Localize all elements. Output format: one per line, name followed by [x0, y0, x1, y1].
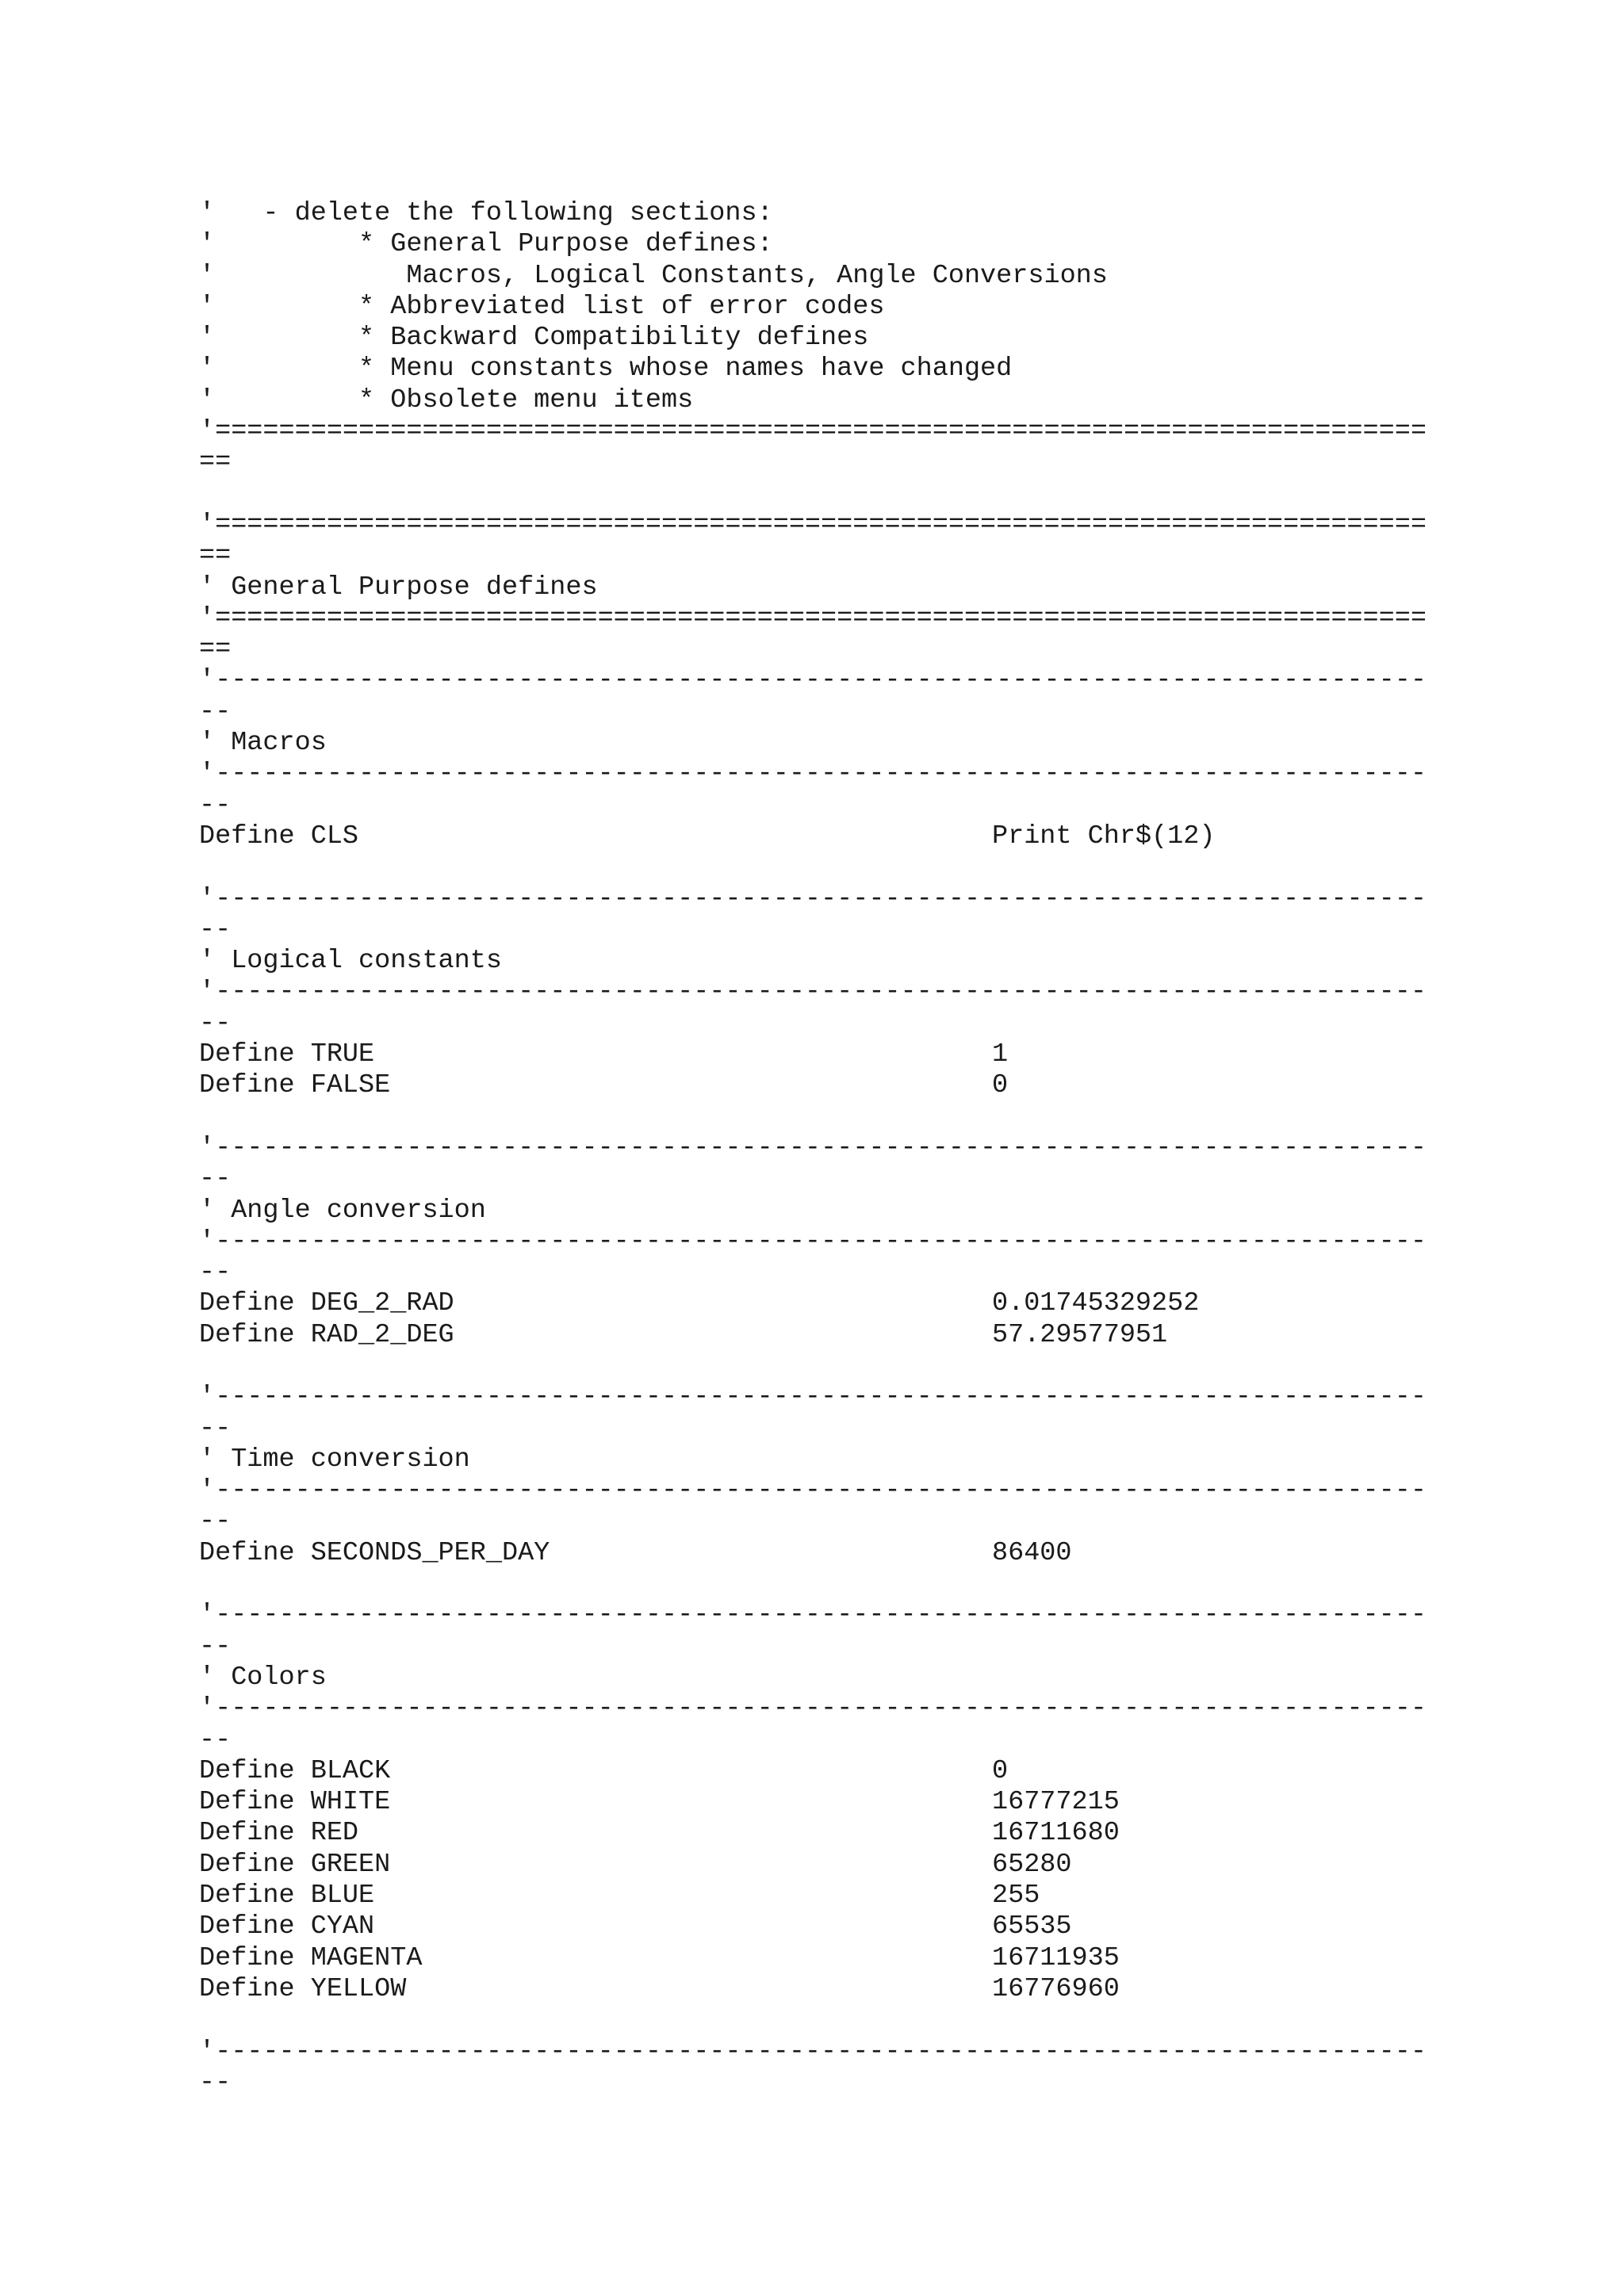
- separator-line: '----------------------------------------------------------------------------: [199, 1693, 1427, 1724]
- define-name: Define BLUE: [199, 1881, 375, 1911]
- comment-line: ' Macros, Logical Constants, Angle Conversions: [199, 260, 1108, 291]
- define-name: Define CYAN: [199, 1911, 375, 1942]
- define-name: Define GREEN: [199, 1849, 391, 1880]
- separator-line: '----------------------------------------------------------------------------: [199, 883, 1427, 914]
- separator-line: --: [199, 1506, 232, 1537]
- comment-line: ' * General Purpose defines:: [199, 229, 773, 260]
- define-row: [199, 1538, 1507, 1569]
- define-name: Define BLACK: [199, 1755, 391, 1786]
- separator-line: '----------------------------------------------------------------------------: [199, 1600, 1427, 1631]
- define-value: 0: [992, 1070, 1009, 1101]
- define-name: Define YELLOW: [199, 1973, 407, 2004]
- define-name: Define FALSE: [199, 1070, 391, 1101]
- separator-line: '----------------------------------------------------------------------------: [199, 1226, 1427, 1257]
- separator-line: --: [199, 914, 232, 945]
- define-row: [199, 1756, 1507, 1787]
- separator-line: --: [199, 1008, 232, 1039]
- define-value: 16711680: [992, 1818, 1120, 1849]
- comment-line: ' - delete the following sections:: [199, 198, 773, 228]
- separator-line: --: [199, 790, 232, 821]
- define-row: [199, 821, 1507, 852]
- separator-line: --: [199, 2067, 232, 2098]
- separator-line: --: [199, 1164, 232, 1195]
- define-name: Define SECONDS_PER_DAY: [199, 1537, 550, 1568]
- separator-line: '----------------------------------------------------------------------------: [199, 977, 1427, 1008]
- define-value: Print Chr$(12): [992, 821, 1216, 851]
- code-listing: [199, 198, 1507, 2099]
- separator-line: --: [199, 1257, 232, 1288]
- separator-line: '============================================================================: [199, 603, 1427, 633]
- blank-line: [199, 2005, 1507, 2036]
- comment-line: ' Angle conversion: [199, 1195, 486, 1226]
- blank-line: [199, 479, 1507, 510]
- define-row: [199, 1039, 1507, 1070]
- define-row: [199, 1070, 1507, 1101]
- blank-line: [199, 852, 1507, 883]
- separator-line: --: [199, 1413, 232, 1444]
- define-name: Define MAGENTA: [199, 1942, 423, 1973]
- define-name: Define RAD_2_DEG: [199, 1319, 454, 1350]
- define-value: 0.01745329252: [992, 1288, 1200, 1319]
- define-row: [199, 1787, 1507, 1818]
- define-value: 16711935: [992, 1942, 1120, 1973]
- separator-line: --: [199, 1724, 232, 1755]
- comment-line: ' General Purpose defines: [199, 572, 598, 603]
- separator-line: '----------------------------------------------------------------------------: [199, 759, 1427, 790]
- define-row: [199, 1911, 1507, 1942]
- separator-line: ==: [199, 541, 232, 572]
- define-row: [199, 1818, 1507, 1849]
- comment-line: ' * Menu constants whose names have changed: [199, 354, 1013, 385]
- define-name: Define DEG_2_RAD: [199, 1288, 454, 1319]
- separator-line: ==: [199, 447, 232, 478]
- define-name: Define TRUE: [199, 1039, 375, 1070]
- separator-line: '----------------------------------------------------------------------------: [199, 1382, 1427, 1413]
- separator-line: '----------------------------------------------------------------------------: [199, 1132, 1427, 1163]
- comment-line: ' Macros: [199, 728, 327, 759]
- blank-line: [199, 1102, 1507, 1133]
- define-value: 65535: [992, 1911, 1072, 1942]
- separator-line: '----------------------------------------------------------------------------: [199, 1475, 1427, 1506]
- separator-line: '============================================================================: [199, 509, 1427, 540]
- define-value: 1: [992, 1039, 1009, 1070]
- define-row: [199, 1850, 1507, 1881]
- comment-line: ' * Obsolete menu items: [199, 385, 694, 415]
- define-row: [199, 1881, 1507, 1911]
- define-value: 0: [992, 1755, 1009, 1786]
- separator-line: --: [199, 696, 232, 727]
- separator-line: --: [199, 1631, 232, 1662]
- comment-line: ' Time conversion: [199, 1444, 470, 1475]
- define-value: 65280: [992, 1849, 1072, 1880]
- comment-line: ' * Abbreviated list of error codes: [199, 291, 885, 322]
- define-name: Define CLS: [199, 821, 359, 851]
- define-value: 86400: [992, 1537, 1072, 1568]
- define-value: 255: [992, 1881, 1040, 1911]
- separator-line: ==: [199, 634, 232, 665]
- define-row: [199, 1320, 1507, 1351]
- comment-line: ' * Backward Compatibility defines: [199, 323, 869, 354]
- comment-line: ' Logical constants: [199, 946, 502, 977]
- comment-line: ' Colors: [199, 1662, 327, 1693]
- blank-line: [199, 1569, 1507, 1600]
- define-value: 57.29577951: [992, 1319, 1168, 1350]
- define-row: [199, 1943, 1507, 1974]
- separator-line: '----------------------------------------------------------------------------: [199, 665, 1427, 696]
- define-row: [199, 1288, 1507, 1319]
- define-name: Define WHITE: [199, 1787, 391, 1818]
- blank-line: [199, 1351, 1507, 1382]
- define-value: 16776960: [992, 1973, 1120, 2004]
- define-row: [199, 1974, 1507, 2005]
- define-value: 16777215: [992, 1787, 1120, 1818]
- separator-line: '----------------------------------------------------------------------------: [199, 2036, 1427, 2067]
- separator-line: '============================================================================: [199, 416, 1427, 447]
- define-name: Define RED: [199, 1818, 359, 1849]
